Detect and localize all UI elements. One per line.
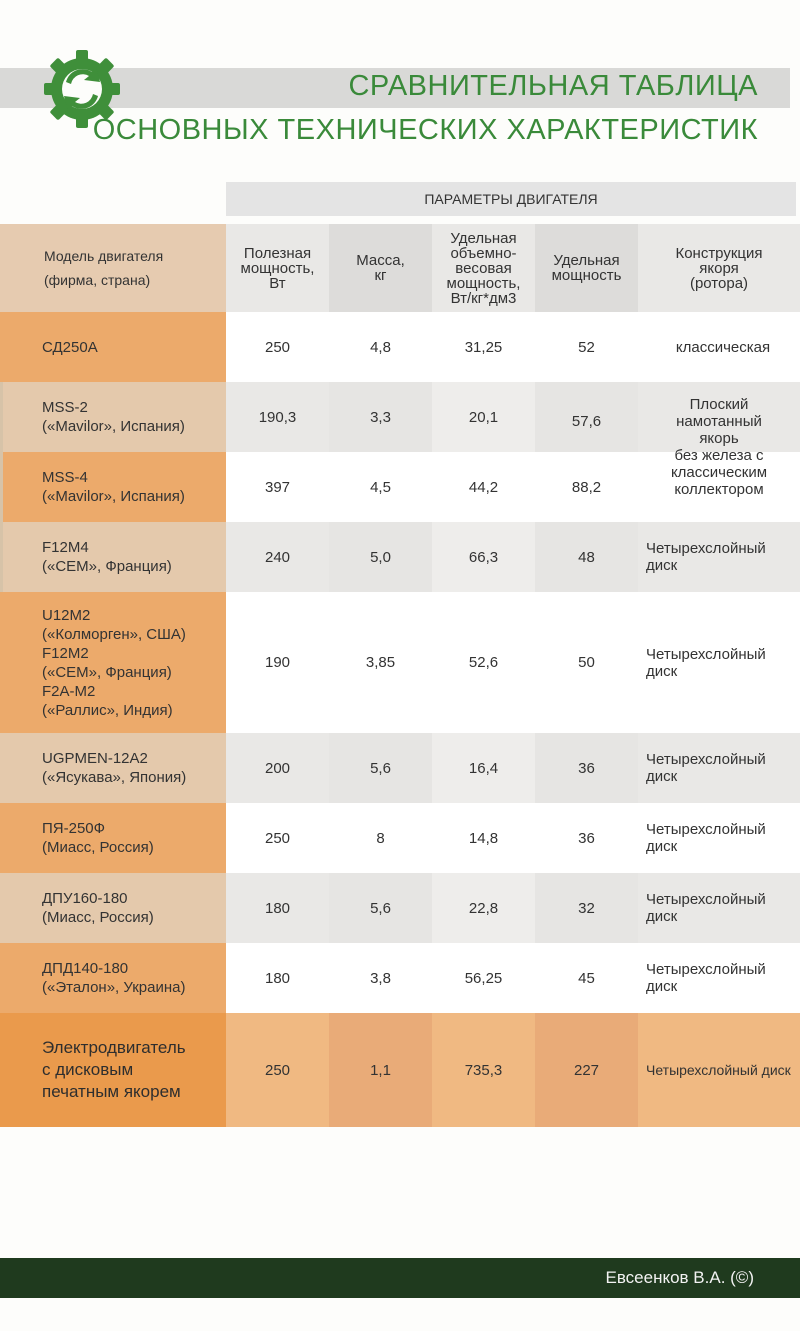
model-cell: U12M2 («Колморген», США) F12M2 («CEM», Франция) F2A-M2 («Раллис», Индия) [0, 592, 226, 733]
parameters-group-header: ПАРАМЕТРЫ ДВИГАТЕЛЯ [226, 182, 796, 216]
power-cell: 250 [226, 312, 329, 382]
table-row [0, 873, 800, 943]
volume-power-cell: 14,8 [432, 803, 535, 873]
power-cell: 397 [226, 452, 329, 522]
volume-power-cell: 735,3 [432, 1013, 535, 1127]
author-credit: Евсеенков В.А. (©) [605, 1268, 754, 1287]
column-header-power: Полезная мощность, Вт [226, 224, 329, 312]
mass-cell: 3,8 [329, 943, 432, 1013]
mass-cell: 1,1 [329, 1013, 432, 1127]
construction-cell: Четырехслойный диск [638, 1013, 800, 1127]
model-cell: Электродвигатель с дисковым печатным якорем [0, 1013, 226, 1127]
specific-power-cell: 227 [535, 1013, 638, 1127]
specific-power-cell: 52 [535, 312, 638, 382]
model-cell: ДПД140-180 («Эталон», Украина) [0, 943, 226, 1013]
construction-cell: Четырехслойный диск [638, 592, 800, 733]
specific-power-cell: 32 [535, 873, 638, 943]
footer [0, 1258, 800, 1298]
model-cell: СД250А [0, 312, 226, 382]
volume-power-cell: 20,1 [432, 382, 535, 452]
mass-cell: 4,8 [329, 312, 432, 382]
column-header-model: Модель двигателя (фирма, страна) [0, 224, 226, 312]
power-cell: 250 [226, 1013, 329, 1127]
column-header-specific-power: Удельная мощность [535, 224, 638, 312]
table-row [0, 733, 800, 803]
mass-cell: 8 [329, 803, 432, 873]
volume-power-cell: 56,25 [432, 943, 535, 1013]
power-cell: 190 [226, 592, 329, 733]
mass-cell: 5,6 [329, 873, 432, 943]
model-cell: F12M4 («CEM», Франция) [0, 522, 226, 592]
power-cell: 240 [226, 522, 329, 592]
mass-cell: 5,0 [329, 522, 432, 592]
column-header-volume-power: Удельная объемно- весовая мощность, Вт/кг*дм3 [432, 224, 535, 312]
model-cell: MSS-2 («Mavilor», Испания) [0, 382, 226, 452]
construction-cell: Четырехслойный диск [638, 522, 800, 592]
volume-power-cell: 22,8 [432, 873, 535, 943]
volume-power-cell: 44,2 [432, 452, 535, 522]
mass-cell: 3,3 [329, 382, 432, 452]
specific-power-cell: 36 [535, 803, 638, 873]
construction-cell: Плоский намотанный якорь без железа с классическим коллектором [638, 382, 800, 522]
power-cell: 190,3 [226, 382, 329, 452]
table-row [0, 382, 800, 452]
power-cell: 180 [226, 873, 329, 943]
page-title-line-1: СРАВНИТЕЛЬНАЯ ТАБЛИЦА [348, 70, 758, 102]
volume-power-cell: 16,4 [432, 733, 535, 803]
column-header-construction: Конструкция якоря (ротора) [638, 224, 800, 312]
table-row [0, 592, 800, 733]
table-row [0, 312, 800, 382]
construction-cell: Четырехслойный диск [638, 943, 800, 1013]
page-title-line-2: ОСНОВНЫХ ТЕХНИЧЕСКИХ ХАРАКТЕРИСТИК [92, 114, 758, 146]
column-header-mass: Масса, кг [329, 224, 432, 312]
volume-power-cell: 66,3 [432, 522, 535, 592]
model-cell: UGPMEN-12A2 («Ясукава», Япония) [0, 733, 226, 803]
table-row [0, 522, 800, 592]
table-row [0, 943, 800, 1013]
model-cell: MSS-4 («Mavilor», Испания) [0, 452, 226, 522]
construction-cell: Четырехслойный диск [638, 803, 800, 873]
mass-cell: 3,85 [329, 592, 432, 733]
comparison-table [0, 224, 800, 1127]
power-cell: 250 [226, 803, 329, 873]
specific-power-cell: 48 [535, 522, 638, 592]
construction-cell: Четырехслойный диск [638, 873, 800, 943]
specific-power-cell: 45 [535, 943, 638, 1013]
construction-cell: Четырехслойный диск [638, 733, 800, 803]
specific-power-cell: 88,2 [535, 452, 638, 522]
model-cell: ДПУ160-180 (Миасс, Россия) [0, 873, 226, 943]
specific-power-cell: 50 [535, 592, 638, 733]
table-row [0, 803, 800, 873]
mass-cell: 5,6 [329, 733, 432, 803]
construction-cell: классическая [638, 312, 800, 382]
model-cell: ПЯ-250Ф (Миасс, Россия) [0, 803, 226, 873]
power-cell: 180 [226, 943, 329, 1013]
mass-cell: 4,5 [329, 452, 432, 522]
volume-power-cell: 52,6 [432, 592, 535, 733]
specific-power-cell: 57,6 [535, 382, 638, 452]
table-header-row [0, 224, 800, 312]
specific-power-cell: 36 [535, 733, 638, 803]
volume-power-cell: 31,25 [432, 312, 535, 382]
power-cell: 200 [226, 733, 329, 803]
highlight-row [0, 1013, 800, 1127]
